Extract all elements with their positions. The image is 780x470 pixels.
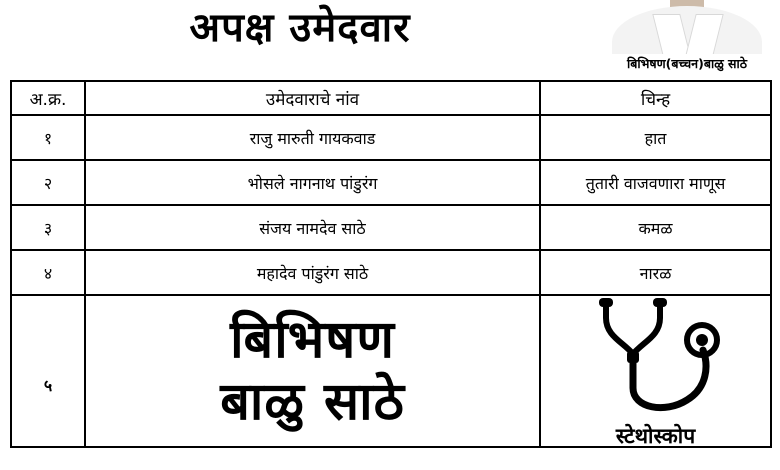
cell-name: महादेव पांडुरंग साठे	[85, 250, 540, 295]
cell-name-highlight	[85, 295, 540, 447]
table-row	[11, 160, 771, 205]
highlight-name-line-2: बाळु साठे	[220, 372, 405, 432]
candidate-portrait-icon	[602, 0, 772, 54]
cell-name: भोसले नागनाथ पांडुरंग	[85, 160, 540, 205]
cell-serial: ४	[11, 250, 85, 295]
column-header-serial: अ.क्र.	[11, 81, 85, 115]
cell-symbol: हात	[540, 115, 771, 160]
cell-symbol-highlight	[540, 295, 771, 447]
cell-symbol: तुतारी वाजवणारा माणूस	[540, 160, 771, 205]
page-title: अपक्ष उमेदवार	[189, 5, 411, 51]
candidates-table	[10, 80, 772, 448]
cell-serial-highlight: ५	[11, 295, 85, 447]
table-row	[11, 115, 771, 160]
candidate-photo-caption: बिभिषण(बच्चन)बाळु साठे	[627, 56, 747, 71]
cell-name: संजय नामदेव साठे	[85, 205, 540, 250]
cell-serial: ३	[11, 205, 85, 250]
column-header-symbol: चिन्ह	[540, 81, 771, 115]
cell-symbol: कमळ	[540, 205, 771, 250]
column-header-name: उमेदवाराचे नांव	[85, 81, 540, 115]
table-row-highlight	[11, 295, 771, 447]
table-header-row	[11, 81, 771, 115]
table-row	[11, 250, 771, 295]
cell-serial: २	[11, 160, 85, 205]
candidate-photo-block	[602, 0, 772, 72]
table-row	[11, 205, 771, 250]
cell-symbol: नारळ	[540, 250, 771, 295]
highlight-name-line-1: बिभिषण	[230, 310, 395, 370]
stethoscope-wrap	[541, 296, 770, 446]
cell-name: राजु मारुती गायकवाड	[85, 115, 540, 160]
stethoscope-icon	[561, 296, 751, 424]
poster-header	[0, 0, 780, 78]
cell-serial: १	[11, 115, 85, 160]
highlight-symbol-label: स्टेथोस्कोप	[615, 424, 696, 448]
